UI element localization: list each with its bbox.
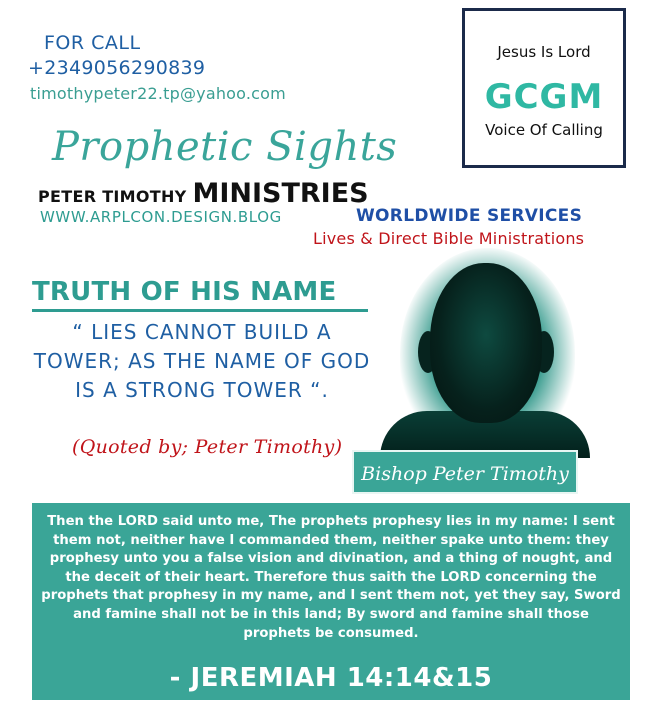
ministry-name-big: MINISTRIES	[192, 178, 369, 209]
for-call-label: FOR CALL	[44, 32, 141, 54]
badge-logo-text: GCGM	[484, 77, 604, 117]
scripture-text: Then the LORD said unto me, The prophets prophesy lies in my name: I sent them not, neither have I commanded them, neither spake unto them: they prophesy unto you a false vision and divination, and a thing of nought, and the deceit of their heart. Therefore thus saith the LORD concerning the prophets that prophesy in my name, and I sent them not, yet they say, Sword and famine shall not be in this land; By sword and famine shall those prophets be consumed.	[41, 514, 621, 641]
services-heading: WORLDWIDE SERVICES	[356, 206, 583, 226]
ministry-name-small: PETER TIMOTHY	[38, 187, 193, 206]
gcgm-badge	[462, 8, 626, 168]
portrait-face	[430, 263, 542, 423]
email-address[interactable]: timothypeter22.tp@yahoo.com	[30, 84, 286, 103]
prophetic-sights-title: Prophetic Sights	[52, 124, 398, 170]
portrait-photo	[380, 253, 590, 458]
scripture-panel	[32, 503, 630, 700]
phone-number[interactable]: +2349056290839	[28, 57, 206, 79]
badge-top-text: Jesus Is Lord	[497, 43, 591, 61]
portrait-caption: Bishop Peter Timothy	[352, 450, 578, 494]
website-link[interactable]: WWW.ARPLCON.DESIGN.BLOG	[40, 208, 282, 226]
message-quote: “ LIES CANNOT BUILD A TOWER; AS THE NAME OF GOD IS A STRONG TOWER “.	[33, 320, 371, 402]
badge-bottom-text: Voice Of Calling	[485, 121, 603, 139]
scripture-reference: - JEREMIAH 14:14&15	[169, 663, 493, 693]
quote-attribution: (Quoted by; Peter Timothy)	[72, 436, 343, 458]
ministry-name	[38, 178, 369, 209]
message-title: TRUTH OF HIS NAME	[32, 277, 368, 312]
services-tagline: Lives & Direct Bible Ministrations	[313, 229, 585, 248]
